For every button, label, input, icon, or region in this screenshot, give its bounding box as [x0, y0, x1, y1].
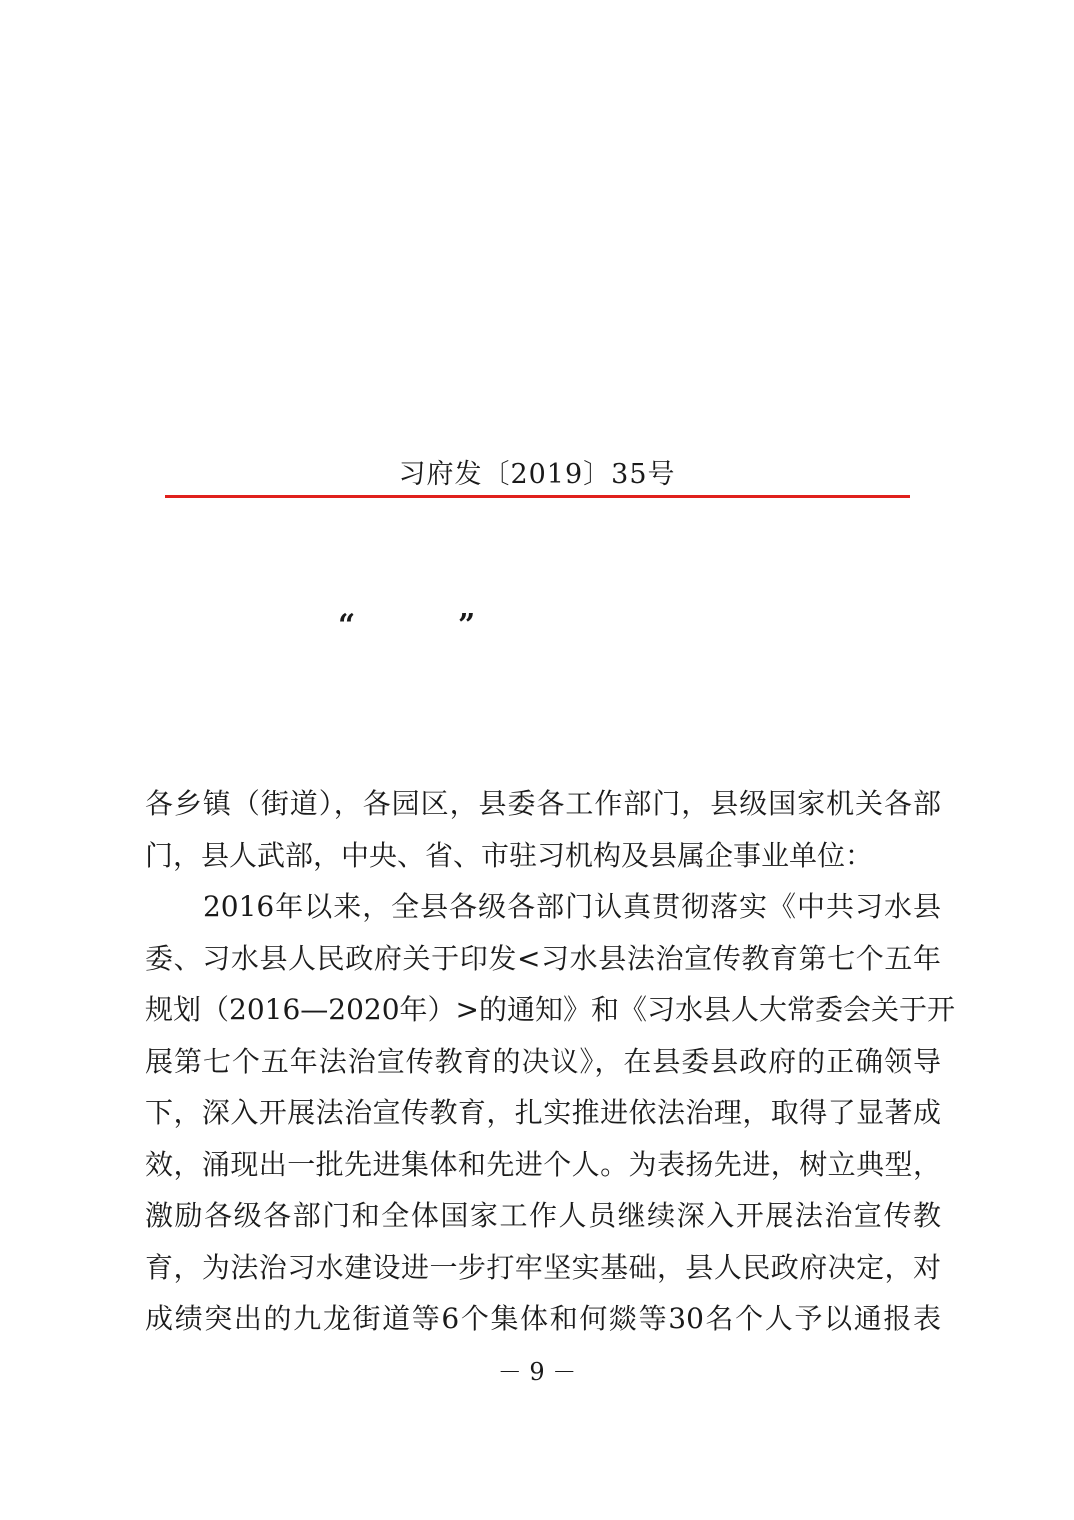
- body-line: 委、习水县人民政府关于印发<习水县法治宣传教育第七个五年: [145, 941, 941, 975]
- body-line: 育，为法治习水建设进一步打牢坚实基础，县人民政府决定，对: [145, 1250, 941, 1284]
- body-line: 2016年以来，全县各级各部门认真贯彻落实《中共习水县: [145, 890, 941, 923]
- document-number: 习府发〔2019〕35号: [398, 459, 676, 490]
- body-line: 成绩突出的九龙街道等6个集体和何燚等30名个人予以通报表: [145, 1302, 941, 1335]
- page-number: － 9 －: [497, 1358, 577, 1386]
- title-close-quote: ”: [458, 608, 476, 643]
- body-line: 展第七个五年法治宣传教育的决议》，在县委县政府的正确领导: [145, 1044, 941, 1078]
- body-line: 激励各级各部门和全体国家工作人员继续深入开展法治宣传教: [145, 1199, 941, 1232]
- red-divider-line: [165, 495, 910, 498]
- document-body: [145, 778, 955, 1345]
- body-line: 效，涌现出一批先进集体和先进个人。为表扬先进，树立典型，: [145, 1147, 941, 1181]
- body-line: 下，深入开展法治宣传教育，扎实推进依法治理，取得了显著成: [145, 1096, 941, 1129]
- body-line: 各乡镇（街道），各园区，县委各工作部门，县级国家机关各部: [145, 787, 941, 820]
- body-line: 门，县人武部，中央、省、市驻习机构及县属企事业单位：: [145, 838, 874, 872]
- title-open-quote: “: [338, 608, 356, 643]
- body-line: 规划（2016—2020年）>的通知》和《习水县人大常委会关于开: [145, 993, 955, 1026]
